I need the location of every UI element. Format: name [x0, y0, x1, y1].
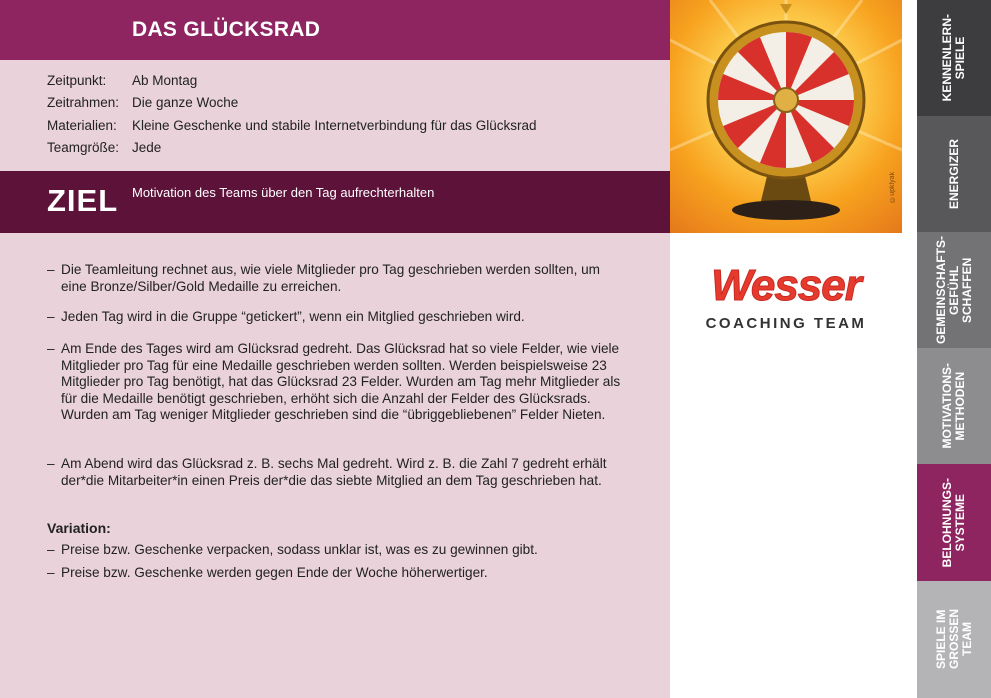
meta-key: Teamgröße:	[47, 140, 120, 155]
tab-label: ENERGIZER	[946, 138, 961, 209]
tab-motivationsmethoden[interactable]	[917, 348, 991, 464]
paragraph-text: Jeden Tag wird in die Gruppe “getickert”, wenn ein Mitglied geschrieben wird.	[61, 309, 525, 324]
meta-key: Materialien:	[47, 118, 117, 133]
image-credit: ©upklyak	[889, 172, 896, 203]
tab-spiele-im-grossen-team[interactable]	[917, 581, 991, 698]
paragraph	[47, 309, 627, 326]
paragraph	[47, 456, 627, 489]
variation-item	[47, 542, 627, 559]
meta-key: Zeitrahmen:	[47, 95, 120, 110]
content-panel	[0, 233, 670, 698]
tab-gemeinschaftsgefuehl[interactable]	[917, 232, 991, 348]
meta-value: Die ganze Woche	[132, 95, 239, 110]
meta-row-zeitrahmen	[47, 95, 238, 110]
meta-row-teamgroesse	[47, 140, 161, 155]
variation-heading: Variation:	[47, 520, 111, 536]
paragraph-text: Die Teamleitung rechnet aus, wie viele Mitglieder pro Tag geschrieben werden sollten, um eine Bronze/Silber/Gold Medaille zu erreichen.	[61, 262, 601, 294]
tab-label: GEMEINSCHAFTS- GEFÜHL SCHAFFEN	[933, 236, 974, 344]
wheel-base	[732, 200, 840, 220]
bullet-dash: –	[47, 309, 55, 324]
logo-tagline: COACHING TEAM	[705, 315, 867, 332]
goal-text: Motivation des Teams über den Tag aufrechterhalten	[132, 185, 435, 200]
tab-belohnungssysteme[interactable]	[917, 464, 991, 581]
goal-label: ZIEL	[47, 183, 119, 218]
tab-energizer[interactable]	[917, 116, 991, 232]
wheel-illustration	[670, 0, 902, 233]
wesser-logo	[670, 233, 902, 343]
tab-label: MOTIVATIONS- METHODEN	[940, 363, 967, 449]
meta-value: Ab Montag	[132, 73, 198, 88]
logo-wordmark: Wesser	[711, 261, 861, 310]
title-bar	[0, 0, 670, 60]
paragraph-text: Am Abend wird das Glücksrad z. B. sechs Mal gedreht. Wird z. B. die Zahl 7 gedreht erhält der*die Mitarbeiter*in einen Preis der*die das siebte Mitglied an dem Tag geschrieben hat.	[61, 456, 607, 488]
variation-item-text: Preise bzw. Geschenke verpacken, sodass unklar ist, was es zu gewinnen gibt.	[61, 542, 538, 557]
bullet-dash: –	[47, 262, 55, 277]
paragraph	[47, 262, 627, 295]
goal-bar	[0, 171, 670, 233]
tab-label: BELOHNUNGS- SYSTEME	[940, 477, 967, 568]
wheel-pointer	[780, 4, 792, 14]
bullet-dash: –	[47, 456, 55, 471]
meta-value: Jede	[132, 140, 162, 155]
meta-value: Kleine Geschenke und stabile Internetverbindung für das Glücksrad	[132, 118, 537, 133]
tab-kennenlernspiele[interactable]	[917, 0, 991, 116]
meta-panel	[0, 60, 670, 171]
bullet-dash: –	[47, 542, 55, 557]
page-title: DAS GLÜCKSRAD	[132, 18, 321, 41]
meta-row-zeitpunkt	[47, 73, 197, 88]
meta-key: Zeitpunkt:	[47, 73, 107, 88]
bullet-dash: –	[47, 341, 55, 356]
tab-label: SPIELE IM GROSSEN TEAM	[933, 609, 974, 670]
tab-label: KENNENLERN- SPIELE	[940, 14, 967, 102]
paragraph-text: Am Ende des Tages wird am Glücksrad gedreht. Das Glücksrad hat so viele Felder, wie viele Mitglieder pro Tag für eine Medaille geschrieben werden sollten. Werden beispielsweise 23 Mitglieder pro Tag benötigt, hat das Glücksrad 23 Felder. Wurden am Tag mehr Mitglieder als für die Medaille benötigt geschrieben, erhöht sich die Anzahl der Felder des Glücksrads. Wurden am Tag weniger Mitglieder geschrieben sind die “übriggebliebenen” Felder Nieten.	[61, 341, 621, 422]
wheel-of-fortune-image	[670, 0, 902, 233]
variation-item	[47, 565, 627, 582]
wheel-hub	[774, 88, 798, 112]
paragraph	[47, 341, 627, 424]
bullet-dash: –	[47, 565, 55, 580]
meta-row-materialien	[47, 118, 537, 133]
variation-item-text: Preise bzw. Geschenke werden gegen Ende der Woche höherwertiger.	[61, 565, 488, 580]
